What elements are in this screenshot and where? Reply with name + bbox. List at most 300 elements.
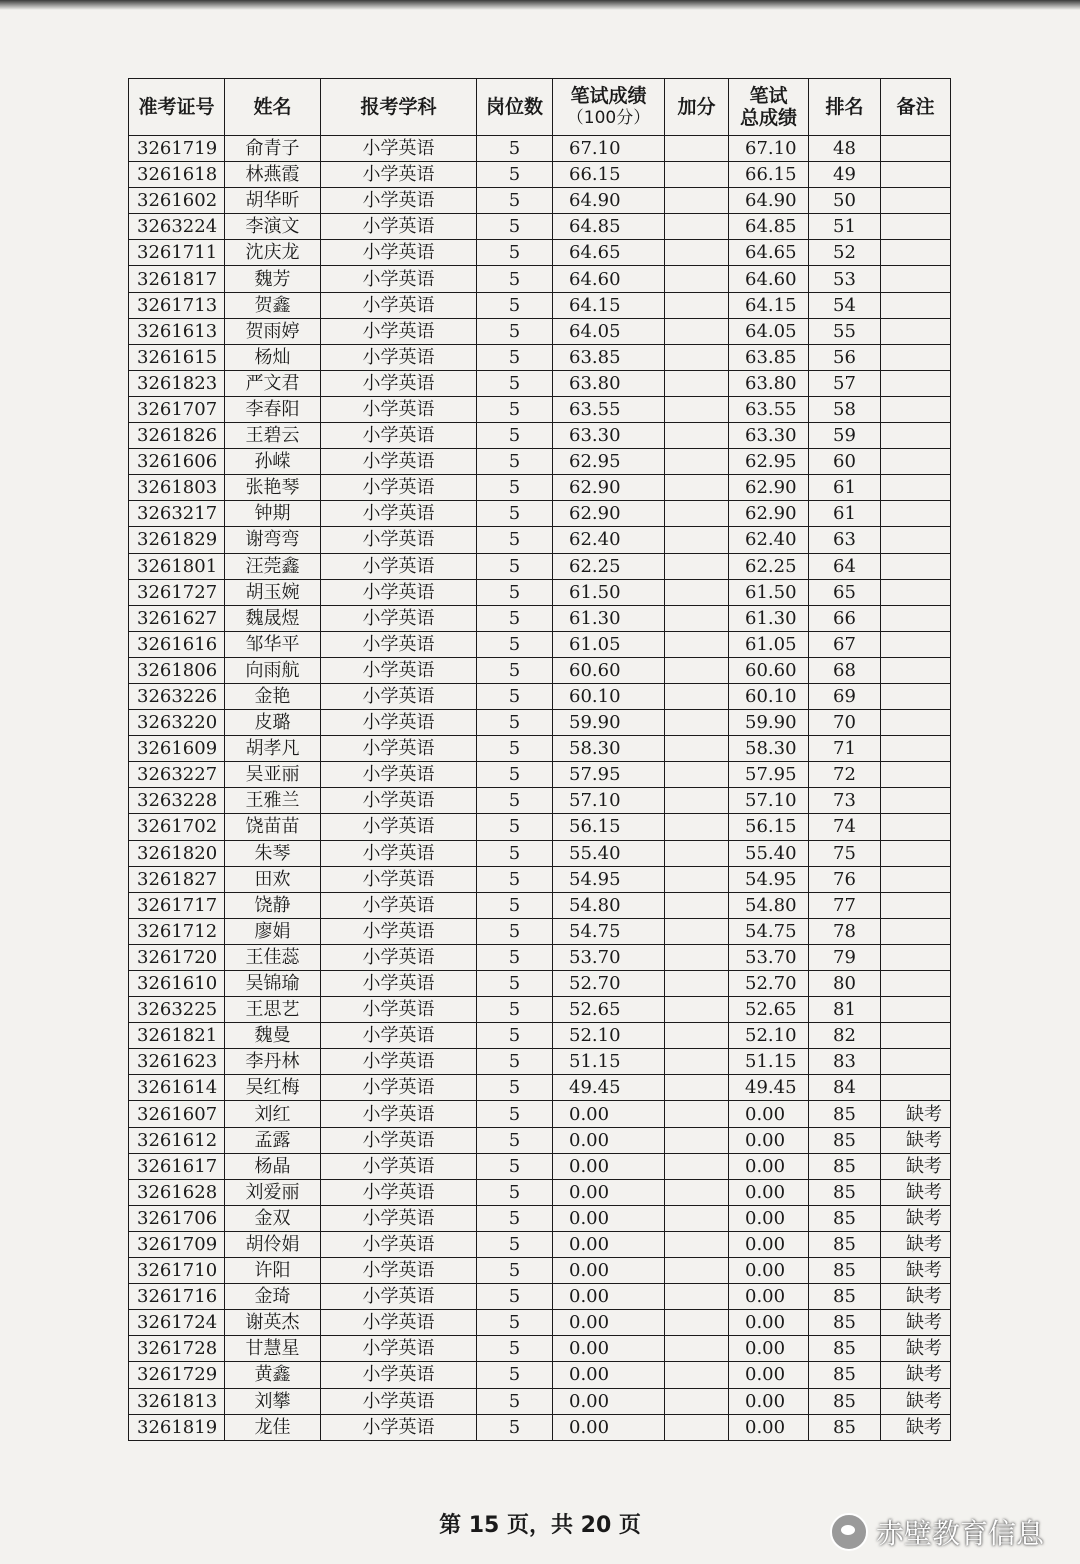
table-row: [129, 214, 951, 240]
cell-remark: [881, 292, 951, 318]
cell-id: 3261806: [129, 657, 225, 683]
cell-name: 饶静: [225, 892, 321, 918]
cell-subject: 小学英语: [321, 1205, 477, 1231]
cell-rank: 77: [809, 892, 881, 918]
cell-id: 3263226: [129, 683, 225, 709]
table-row: [129, 579, 951, 605]
cell-remark: [881, 553, 951, 579]
cell-name: 钟期: [225, 501, 321, 527]
header-subject: 报考学科: [321, 79, 477, 136]
table-row: [129, 1101, 951, 1127]
cell-score: 63.30: [553, 423, 665, 449]
cell-rank: 85: [809, 1284, 881, 1310]
cell-id: 3261829: [129, 527, 225, 553]
cell-id: 3261724: [129, 1310, 225, 1336]
cell-score: 0.00: [553, 1336, 665, 1362]
table-row: [129, 944, 951, 970]
cell-score: 64.85: [553, 214, 665, 240]
table-row: [129, 1153, 951, 1179]
cell-score: 0.00: [553, 1310, 665, 1336]
cell-bonus: [665, 814, 729, 840]
cell-name: 吴红梅: [225, 1075, 321, 1101]
cell-name: 魏曼: [225, 1023, 321, 1049]
cell-score: 52.70: [553, 971, 665, 997]
cell-id: 3261728: [129, 1336, 225, 1362]
cell-total: 53.70: [729, 944, 809, 970]
cell-name: 魏晟煜: [225, 605, 321, 631]
cell-name: 杨灿: [225, 344, 321, 370]
cell-positions: 5: [477, 1023, 553, 1049]
cell-bonus: [665, 501, 729, 527]
cell-total: 52.70: [729, 971, 809, 997]
cell-positions: 5: [477, 475, 553, 501]
cell-score: 63.55: [553, 396, 665, 422]
cell-subject: 小学英语: [321, 1153, 477, 1179]
cell-remark: [881, 971, 951, 997]
cell-rank: 64: [809, 553, 881, 579]
cell-rank: 61: [809, 475, 881, 501]
cell-bonus: [665, 1049, 729, 1075]
cell-name: 皮璐: [225, 710, 321, 736]
cell-positions: 5: [477, 318, 553, 344]
cell-rank: 78: [809, 918, 881, 944]
cell-score: 63.80: [553, 370, 665, 396]
cell-name: 朱琴: [225, 840, 321, 866]
cell-score: 60.60: [553, 657, 665, 683]
cell-bonus: [665, 1127, 729, 1153]
cell-positions: 5: [477, 1388, 553, 1414]
cell-rank: 51: [809, 214, 881, 240]
cell-bonus: [665, 631, 729, 657]
cell-score: 64.65: [553, 240, 665, 266]
cell-subject: 小学英语: [321, 997, 477, 1023]
cell-score: 54.95: [553, 866, 665, 892]
cell-total: 66.15: [729, 162, 809, 188]
cell-rank: 56: [809, 344, 881, 370]
cell-remark: [881, 814, 951, 840]
table-row: [129, 1362, 951, 1388]
cell-bonus: [665, 553, 729, 579]
cell-remark: [881, 188, 951, 214]
cell-positions: 5: [477, 423, 553, 449]
cell-score: 57.95: [553, 762, 665, 788]
cell-remark: [881, 657, 951, 683]
cell-remark: [881, 266, 951, 292]
table-row: [129, 318, 951, 344]
cell-score: 0.00: [553, 1258, 665, 1284]
cell-bonus: [665, 1310, 729, 1336]
cell-score: 62.25: [553, 553, 665, 579]
cell-name: 王碧云: [225, 423, 321, 449]
cell-id: 3261720: [129, 944, 225, 970]
cell-rank: 85: [809, 1336, 881, 1362]
cell-remark: [881, 214, 951, 240]
cell-bonus: [665, 188, 729, 214]
cell-bonus: [665, 162, 729, 188]
cell-total: 67.10: [729, 136, 809, 162]
table-row: [129, 1258, 951, 1284]
cell-total: 63.85: [729, 344, 809, 370]
cell-rank: 65: [809, 579, 881, 605]
cell-score: 54.75: [553, 918, 665, 944]
table-row: [129, 162, 951, 188]
cell-score: 56.15: [553, 814, 665, 840]
score-table: [128, 78, 951, 1441]
cell-positions: 5: [477, 944, 553, 970]
cell-subject: 小学英语: [321, 1388, 477, 1414]
cell-positions: 5: [477, 683, 553, 709]
table-row: [129, 370, 951, 396]
cell-total: 57.10: [729, 788, 809, 814]
cell-positions: 5: [477, 501, 553, 527]
cell-positions: 5: [477, 162, 553, 188]
table-row: [129, 1023, 951, 1049]
cell-subject: 小学英语: [321, 605, 477, 631]
cell-subject: 小学英语: [321, 475, 477, 501]
cell-remark: [881, 788, 951, 814]
cell-bonus: [665, 866, 729, 892]
header-total: [729, 79, 809, 136]
cell-total: 0.00: [729, 1231, 809, 1257]
cell-rank: 48: [809, 136, 881, 162]
cell-total: 61.30: [729, 605, 809, 631]
cell-name: 林燕霞: [225, 162, 321, 188]
cell-name: 魏芳: [225, 266, 321, 292]
cell-positions: 5: [477, 788, 553, 814]
cell-score: 62.90: [553, 501, 665, 527]
table-row: [129, 1231, 951, 1257]
cell-name: 吴亚丽: [225, 762, 321, 788]
cell-name: 金双: [225, 1205, 321, 1231]
cell-id: 3261823: [129, 370, 225, 396]
cell-rank: 74: [809, 814, 881, 840]
cell-name: 吴锦瑜: [225, 971, 321, 997]
cell-positions: 5: [477, 605, 553, 631]
cell-total: 0.00: [729, 1310, 809, 1336]
cell-total: 0.00: [729, 1205, 809, 1231]
cell-score: 67.10: [553, 136, 665, 162]
cell-total: 54.80: [729, 892, 809, 918]
cell-score: 0.00: [553, 1362, 665, 1388]
cell-score: 0.00: [553, 1388, 665, 1414]
cell-subject: 小学英语: [321, 944, 477, 970]
cell-positions: 5: [477, 188, 553, 214]
table-row: [129, 814, 951, 840]
cell-bonus: [665, 1284, 729, 1310]
cell-rank: 85: [809, 1388, 881, 1414]
cell-rank: 85: [809, 1179, 881, 1205]
cell-bonus: [665, 1388, 729, 1414]
table-row: [129, 501, 951, 527]
cell-bonus: [665, 944, 729, 970]
cell-score: 58.30: [553, 736, 665, 762]
cell-score: 64.15: [553, 292, 665, 318]
cell-remark: [881, 475, 951, 501]
cell-id: 3261707: [129, 396, 225, 422]
cell-total: 0.00: [729, 1284, 809, 1310]
cell-bonus: [665, 1258, 729, 1284]
cell-id: 3261709: [129, 1231, 225, 1257]
cell-score: 53.70: [553, 944, 665, 970]
cell-bonus: [665, 214, 729, 240]
table-row: [129, 1310, 951, 1336]
cell-positions: 5: [477, 527, 553, 553]
table-row: [129, 449, 951, 475]
cell-bonus: [665, 527, 729, 553]
header-rank: 排名: [809, 79, 881, 136]
cell-id: 3261616: [129, 631, 225, 657]
cell-rank: 75: [809, 840, 881, 866]
cell-name: 邹华平: [225, 631, 321, 657]
cell-name: 王思艺: [225, 997, 321, 1023]
cell-bonus: [665, 579, 729, 605]
cell-positions: 5: [477, 1258, 553, 1284]
table-row: [129, 866, 951, 892]
table-row: [129, 240, 951, 266]
header-name: 姓名: [225, 79, 321, 136]
cell-bonus: [665, 423, 729, 449]
cell-id: 3261602: [129, 188, 225, 214]
cell-remark: [881, 840, 951, 866]
header-bonus: 加分: [665, 79, 729, 136]
cell-total: 63.55: [729, 396, 809, 422]
cell-id: 3261612: [129, 1127, 225, 1153]
cell-id: 3261606: [129, 449, 225, 475]
table-row: [129, 1388, 951, 1414]
cell-total: 55.40: [729, 840, 809, 866]
cell-rank: 52: [809, 240, 881, 266]
cell-rank: 67: [809, 631, 881, 657]
cell-name: 孟露: [225, 1127, 321, 1153]
table-row: [129, 1336, 951, 1362]
cell-remark: [881, 631, 951, 657]
cell-positions: 5: [477, 866, 553, 892]
cell-name: 杨晶: [225, 1153, 321, 1179]
cell-score: 0.00: [553, 1231, 665, 1257]
cell-rank: 85: [809, 1414, 881, 1440]
cell-score: 0.00: [553, 1414, 665, 1440]
cell-positions: 5: [477, 736, 553, 762]
cell-positions: 5: [477, 292, 553, 318]
cell-bonus: [665, 762, 729, 788]
cell-bonus: [665, 736, 729, 762]
cell-rank: 79: [809, 944, 881, 970]
cell-id: 3263224: [129, 214, 225, 240]
cell-score: 0.00: [553, 1179, 665, 1205]
cell-total: 64.85: [729, 214, 809, 240]
cell-score: 54.80: [553, 892, 665, 918]
cell-rank: 57: [809, 370, 881, 396]
table-row: [129, 1075, 951, 1101]
cell-id: 3261710: [129, 1258, 225, 1284]
cell-id: 3261819: [129, 1414, 225, 1440]
cell-rank: 76: [809, 866, 881, 892]
cell-remark: [881, 501, 951, 527]
cell-id: 3261617: [129, 1153, 225, 1179]
cell-rank: 70: [809, 710, 881, 736]
cell-total: 0.00: [729, 1388, 809, 1414]
cell-positions: 5: [477, 1179, 553, 1205]
cell-total: 60.60: [729, 657, 809, 683]
cell-positions: 5: [477, 370, 553, 396]
cell-remark: 缺考: [881, 1231, 951, 1257]
cell-rank: 85: [809, 1258, 881, 1284]
cell-subject: 小学英语: [321, 814, 477, 840]
cell-name: 刘爱丽: [225, 1179, 321, 1205]
table-row: [129, 396, 951, 422]
cell-id: 3261614: [129, 1075, 225, 1101]
table-row: [129, 1205, 951, 1231]
cell-name: 龙佳: [225, 1414, 321, 1440]
header-total-line1: 笔试: [749, 85, 788, 107]
cell-subject: 小学英语: [321, 971, 477, 997]
cell-bonus: [665, 1231, 729, 1257]
cell-subject: 小学英语: [321, 1049, 477, 1075]
cell-score: 62.90: [553, 475, 665, 501]
cell-id: 3261716: [129, 1284, 225, 1310]
header-total-line2: 总成绩: [739, 107, 797, 129]
cell-subject: 小学英语: [321, 762, 477, 788]
cell-bonus: [665, 1023, 729, 1049]
cell-id: 3261615: [129, 344, 225, 370]
cell-name: 胡玉婉: [225, 579, 321, 605]
cell-id: 3263220: [129, 710, 225, 736]
table-row: [129, 710, 951, 736]
cell-name: 孙嵘: [225, 449, 321, 475]
cell-total: 0.00: [729, 1362, 809, 1388]
cell-name: 向雨航: [225, 657, 321, 683]
cell-total: 54.75: [729, 918, 809, 944]
cell-bonus: [665, 918, 729, 944]
cell-name: 谢弯弯: [225, 527, 321, 553]
cell-bonus: [665, 1205, 729, 1231]
cell-subject: 小学英语: [321, 1284, 477, 1310]
cell-name: 胡华昕: [225, 188, 321, 214]
table-row: [129, 631, 951, 657]
cell-id: 3261803: [129, 475, 225, 501]
cell-total: 62.25: [729, 553, 809, 579]
cell-positions: 5: [477, 1075, 553, 1101]
table-body: [129, 136, 951, 1441]
cell-bonus: [665, 1414, 729, 1440]
cell-bonus: [665, 266, 729, 292]
cell-total: 0.00: [729, 1101, 809, 1127]
cell-total: 62.95: [729, 449, 809, 475]
cell-subject: 小学英语: [321, 683, 477, 709]
table-row: [129, 292, 951, 318]
cell-id: 3261826: [129, 423, 225, 449]
table-row: [129, 344, 951, 370]
watermark-text: 赤壁教育信息: [875, 1517, 1044, 1550]
cell-id: 3261610: [129, 971, 225, 997]
cell-positions: 5: [477, 1310, 553, 1336]
cell-remark: 缺考: [881, 1310, 951, 1336]
cell-remark: [881, 318, 951, 344]
cell-id: 3261719: [129, 136, 225, 162]
cell-id: 3263225: [129, 997, 225, 1023]
cell-score: 62.40: [553, 527, 665, 553]
top-shadow: [0, 0, 1080, 10]
table-row: [129, 527, 951, 553]
cell-remark: [881, 579, 951, 605]
cell-total: 64.15: [729, 292, 809, 318]
cell-positions: 5: [477, 1414, 553, 1440]
cell-remark: [881, 736, 951, 762]
cell-rank: 55: [809, 318, 881, 344]
cell-positions: 5: [477, 997, 553, 1023]
cell-bonus: [665, 370, 729, 396]
cell-subject: 小学英语: [321, 423, 477, 449]
cell-name: 贺鑫: [225, 292, 321, 318]
cell-subject: 小学英语: [321, 1414, 477, 1440]
cell-subject: 小学英语: [321, 840, 477, 866]
cell-positions: 5: [477, 1336, 553, 1362]
cell-positions: 5: [477, 1153, 553, 1179]
cell-score: 63.85: [553, 344, 665, 370]
cell-remark: [881, 1049, 951, 1075]
cell-rank: 66: [809, 605, 881, 631]
cell-positions: 5: [477, 1127, 553, 1153]
cell-subject: 小学英语: [321, 788, 477, 814]
cell-remark: [881, 918, 951, 944]
cell-id: 3261702: [129, 814, 225, 840]
cell-score: 64.60: [553, 266, 665, 292]
cell-subject: 小学英语: [321, 266, 477, 292]
cell-bonus: [665, 136, 729, 162]
cell-positions: 5: [477, 449, 553, 475]
table-row: [129, 997, 951, 1023]
cell-rank: 71: [809, 736, 881, 762]
cell-remark: [881, 997, 951, 1023]
cell-bonus: [665, 318, 729, 344]
cell-remark: 缺考: [881, 1205, 951, 1231]
cell-subject: 小学英语: [321, 1362, 477, 1388]
wechat-logo-icon: [830, 1513, 868, 1551]
cell-rank: 72: [809, 762, 881, 788]
cell-total: 64.60: [729, 266, 809, 292]
cell-total: 0.00: [729, 1179, 809, 1205]
cell-remark: [881, 762, 951, 788]
cell-name: 王佳蕊: [225, 944, 321, 970]
cell-subject: 小学英语: [321, 1127, 477, 1153]
cell-name: 俞青子: [225, 136, 321, 162]
cell-name: 黄鑫: [225, 1362, 321, 1388]
cell-subject: 小学英语: [321, 318, 477, 344]
cell-positions: 5: [477, 214, 553, 240]
cell-total: 61.50: [729, 579, 809, 605]
cell-remark: 缺考: [881, 1414, 951, 1440]
cell-bonus: [665, 1362, 729, 1388]
cell-positions: 5: [477, 1205, 553, 1231]
cell-remark: [881, 605, 951, 631]
cell-score: 59.90: [553, 710, 665, 736]
cell-score: 62.95: [553, 449, 665, 475]
cell-subject: 小学英语: [321, 136, 477, 162]
cell-total: 62.90: [729, 501, 809, 527]
table-row: [129, 840, 951, 866]
cell-rank: 53: [809, 266, 881, 292]
cell-id: 3261729: [129, 1362, 225, 1388]
cell-name: 王雅兰: [225, 788, 321, 814]
cell-name: 胡孝凡: [225, 736, 321, 762]
cell-name: 许阳: [225, 1258, 321, 1284]
cell-remark: 缺考: [881, 1336, 951, 1362]
cell-rank: 60: [809, 449, 881, 475]
cell-subject: 小学英语: [321, 344, 477, 370]
cell-id: 3261609: [129, 736, 225, 762]
cell-total: 0.00: [729, 1127, 809, 1153]
cell-score: 64.05: [553, 318, 665, 344]
